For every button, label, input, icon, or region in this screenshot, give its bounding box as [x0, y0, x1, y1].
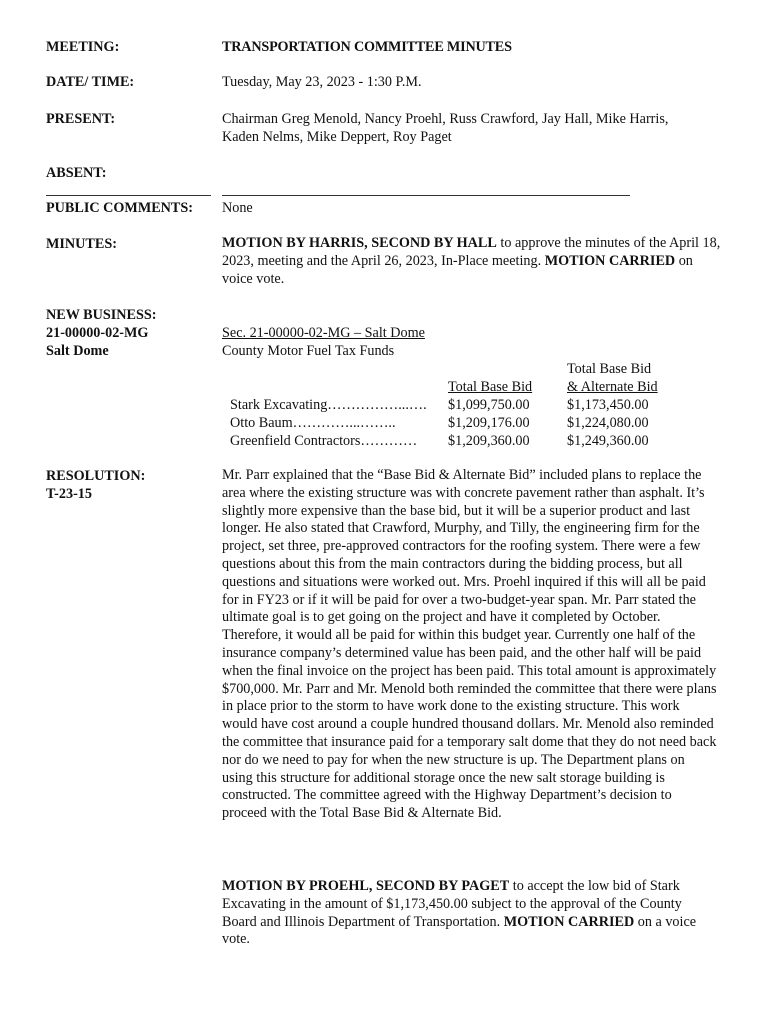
resolution-motion	[222, 878, 718, 949]
section-title: Sec. 21-00000-02-MG – Salt Dome	[222, 325, 425, 341]
resolution-number: T-23-15	[46, 486, 92, 502]
bid-header-alt-line-1: Total Base Bid	[567, 361, 652, 377]
present-line-1: Chairman Greg Menold, Nancy Proehl, Russ Crawford, Jay Hall, Mike Harris,	[222, 111, 669, 127]
absent-label: ABSENT:	[46, 165, 107, 181]
datetime-label: DATE/ TIME:	[46, 74, 135, 90]
bid-contractor: Stark Excavating……………...….	[230, 397, 427, 413]
datetime-value: Tuesday, May 23, 2023 - 1:30 P.M.	[222, 74, 422, 90]
public-comments-value: None	[222, 200, 253, 216]
minutes-text-1: to approve the minutes of the April 18, 2023, meeting and the April 26, 2023, In-Place meeting.	[222, 235, 721, 269]
minutes-carried: MOTION CARRIED	[544, 252, 676, 269]
funds-source: County Motor Fuel Tax Funds	[222, 343, 395, 359]
resolution-label: RESOLUTION:	[46, 468, 146, 484]
resolution-motion-by: MOTION BY PROEHL, SECOND BY PAGET	[222, 878, 510, 894]
bid-alt-amount: $1,173,450.00	[567, 397, 649, 413]
bid-base-amount: $1,209,176.00	[448, 415, 530, 431]
bid-header-alt-line-2: & Alternate Bid	[567, 379, 658, 395]
minutes-text-2: on voice vote.	[222, 252, 693, 287]
bid-header-base: Total Base Bid	[448, 379, 533, 395]
bid-contractor: Greenfield Contractors…………	[230, 433, 418, 449]
minutes-paragraph	[222, 235, 722, 288]
minutes-label: MINUTES:	[46, 236, 117, 252]
new-business-label: NEW BUSINESS:	[46, 307, 157, 323]
bid-base-amount: $1,209,360.00	[448, 433, 530, 449]
public-comments-label: PUBLIC COMMENTS:	[46, 200, 194, 216]
absent-rule-left	[46, 195, 211, 196]
present-line-2: Kaden Nelms, Mike Deppert, Roy Paget	[222, 129, 452, 145]
absent-rule-right	[222, 195, 630, 196]
new-business-number: 21-00000-02-MG	[46, 325, 149, 341]
bid-alt-amount: $1,224,080.00	[567, 415, 649, 431]
resolution-body: Mr. Parr explained that the “Base Bid & Alternate Bid” included plans to replace the area where the existing structure was with concrete pavement rather than asphalt. It’s slightly more expensive than the base bid, but it will be a superior product and last longer. He also stated that Crawford, Murphy, and Tilly, the engineering firm for the project, set three, pre-approved contractors for the roofing system. There were a few questions about this from the main contractors during the bidding process, but all questions and situations were worked out. Mrs. Proehl inquired if this will all be paid for in FY23 or if it will be paid for over a two-budget-year span. Mr. Parr stated the ultimate goal is to get going on the project and have it completed by October. Therefore, it would all be paid for within this budget year. Currently one half of the insurance company’s determined value has been paid, and the other half will be paid when the final invoice on the project has been paid. This total amount is approximately $700,000. Mr. Parr and Mr. Menold both reminded the committee that there were plans in place prior to the storm to have work done to the existing structure. This work would have cost around a couple hundred thousand dollars. Mr. Menold also reminded the committee that insurance paid for a temporary salt dome that they do not need back nor do we need to pay for when the new structure is up. The Department plans on using this structure for additional storage once the new salt storage building is constructed. The committee agreed with the Highway Department’s decision to proceed with the Total Base Bid & Alternate Bid.	[222, 467, 717, 822]
present-label: PRESENT:	[46, 111, 116, 127]
meeting-title: TRANSPORTATION COMMITTEE MINUTES	[222, 39, 512, 55]
resolution-motion-text-1: to accept the low bid of Stark Excavating in the amount of $1,173,450.00 subject to the approval of the County Board and Illinois Department of Transportation.	[222, 878, 682, 930]
resolution-carried: MOTION CARRIED	[503, 913, 635, 930]
meeting-label: MEETING:	[46, 39, 120, 55]
resolution-motion-text-2: on a voice vote.	[222, 913, 697, 948]
bid-base-amount: $1,099,750.00	[448, 397, 530, 413]
bid-alt-amount: $1,249,360.00	[567, 433, 649, 449]
minutes-motion: MOTION BY HARRIS, SECOND BY HALL	[222, 235, 497, 251]
new-business-subject: Salt Dome	[46, 343, 109, 359]
bid-contractor: Otto Baum…………...……..	[230, 415, 396, 431]
